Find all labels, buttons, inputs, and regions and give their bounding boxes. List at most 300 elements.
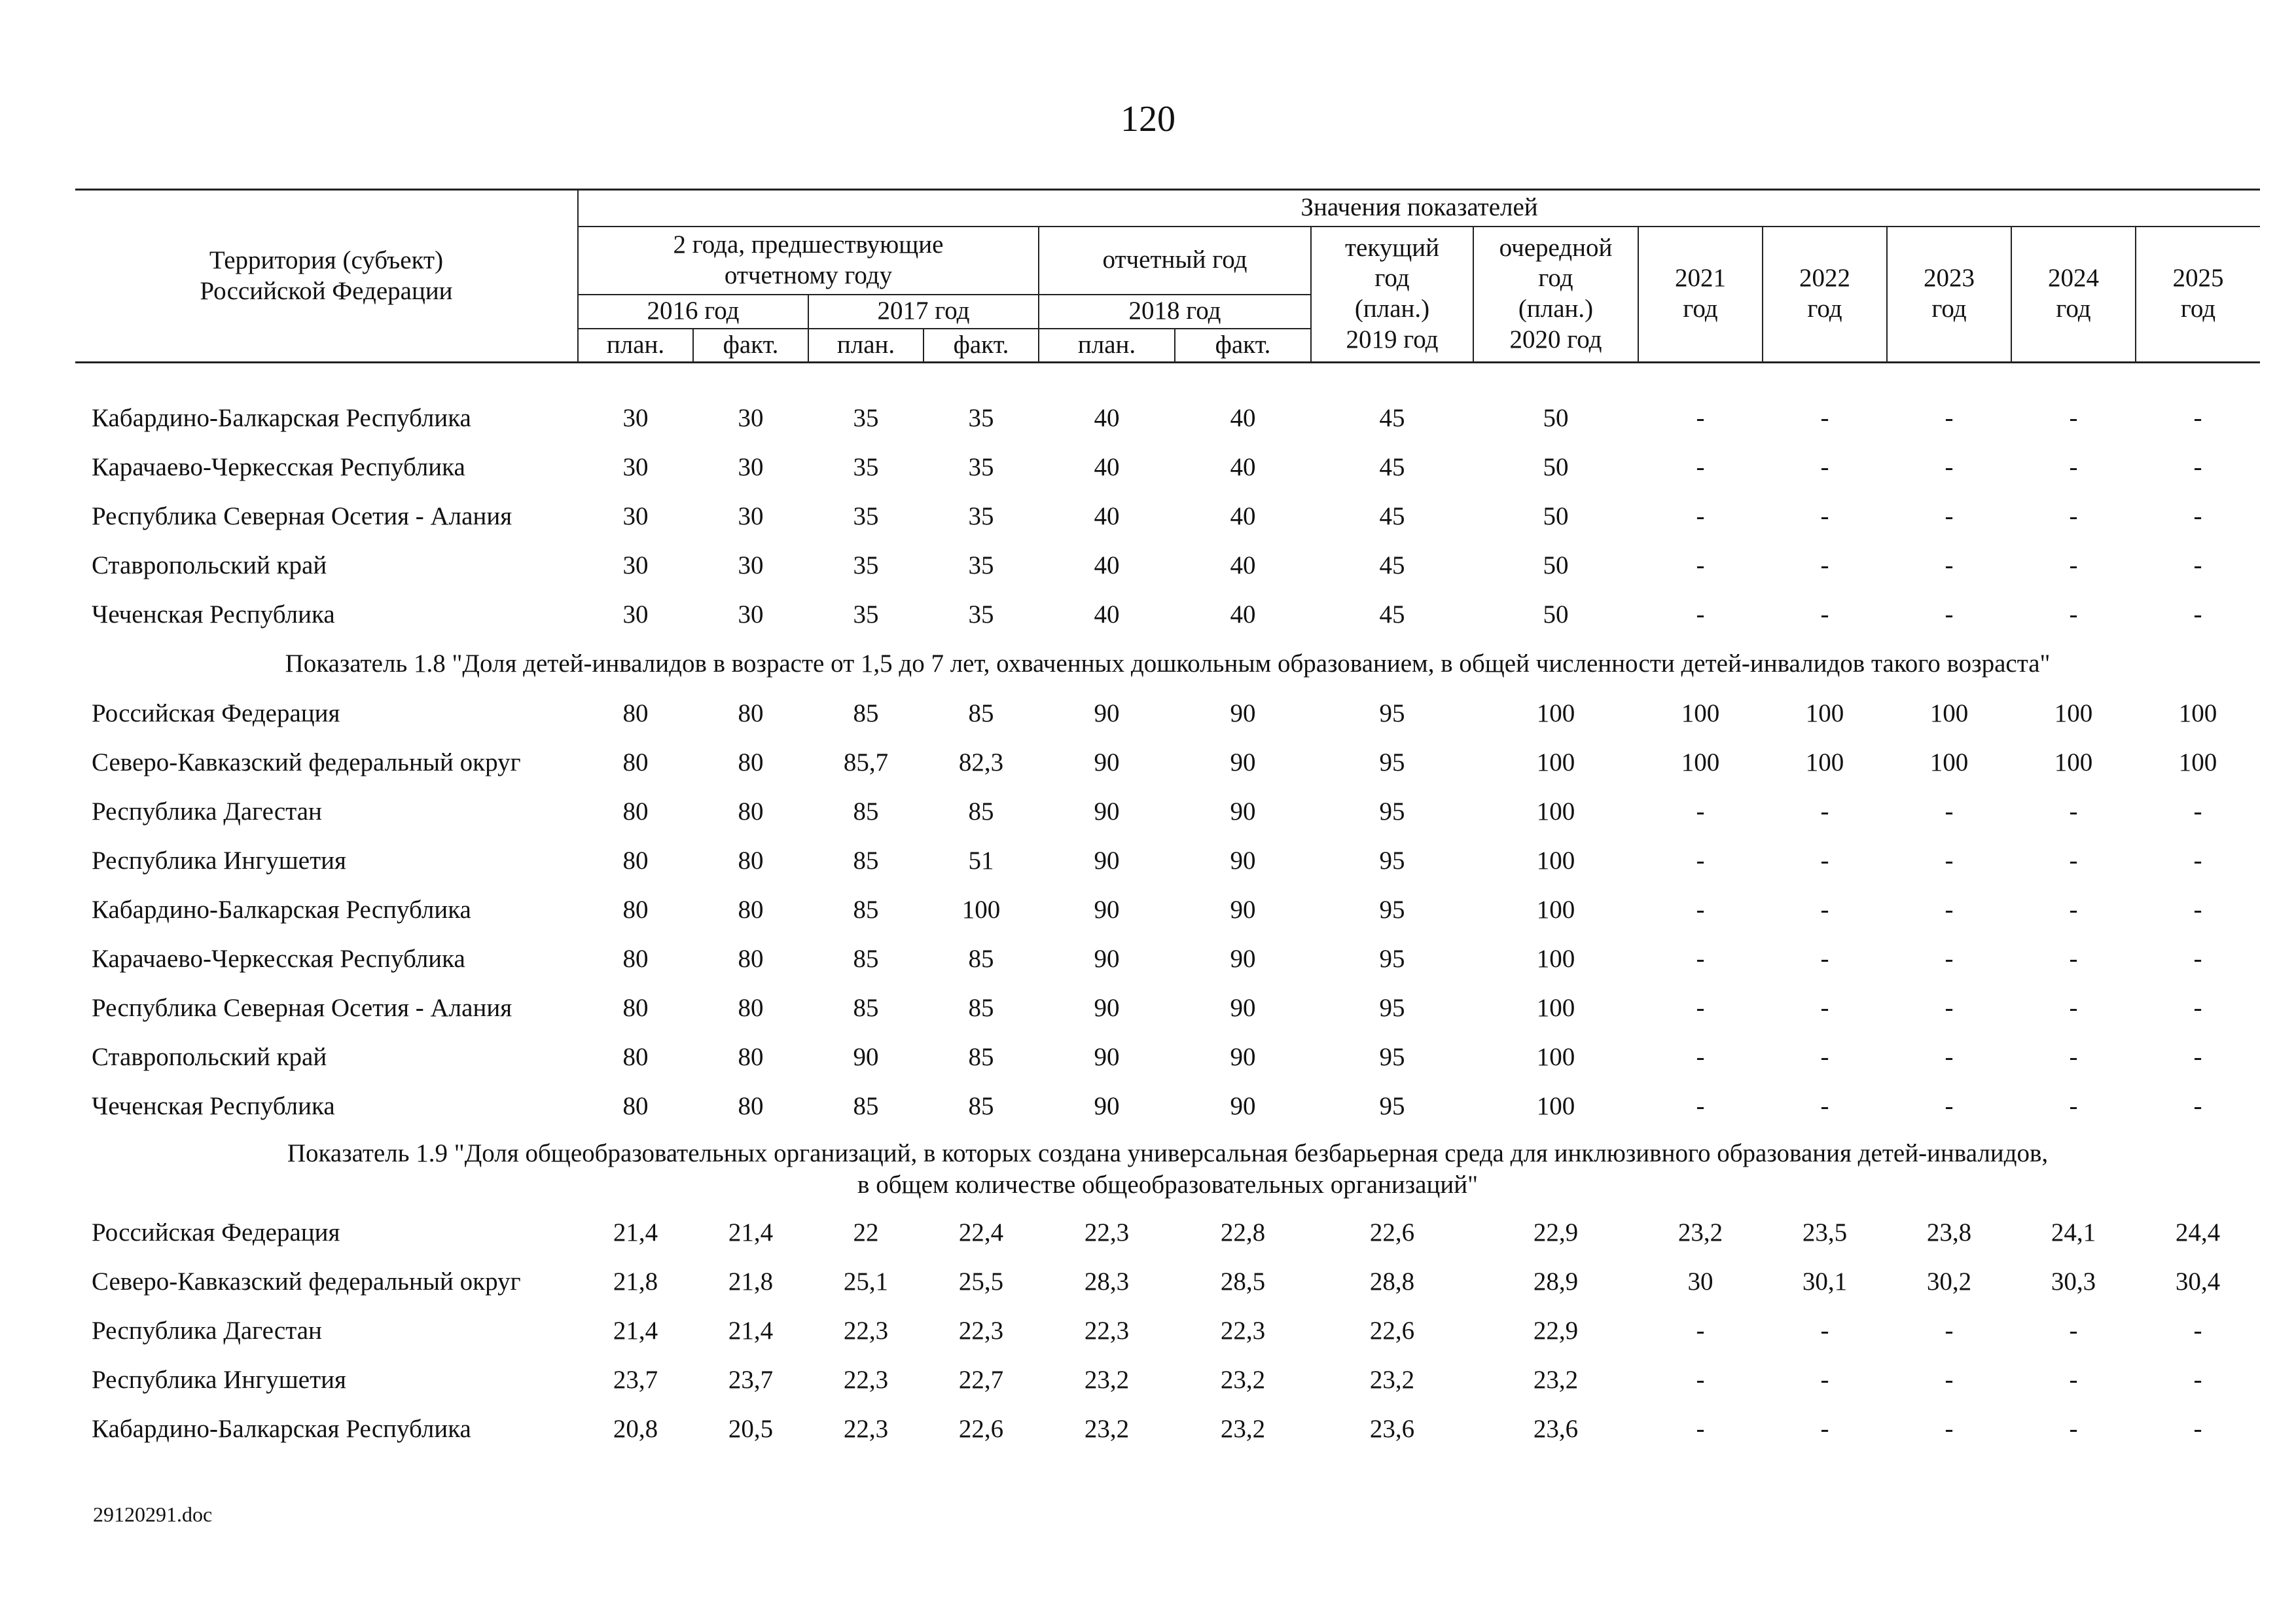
table-row bbox=[75, 1355, 2260, 1404]
region-name: Российская Федерация bbox=[92, 1218, 340, 1247]
value-cell: 23,5 bbox=[1802, 1218, 1848, 1247]
value-cell: 22,3 bbox=[1084, 1218, 1130, 1247]
year-2016-header: 2016 год bbox=[578, 295, 808, 329]
value-cell: 20,8 bbox=[613, 1415, 658, 1443]
value-cell: 80 bbox=[622, 994, 649, 1022]
value-cell: - bbox=[2069, 945, 2078, 973]
value-cell: - bbox=[1820, 453, 1829, 481]
table-row bbox=[75, 885, 2260, 934]
value-cell: 82,3 bbox=[958, 748, 1004, 776]
value-cell: 80 bbox=[738, 748, 764, 776]
year-2025-header: 2025 год bbox=[2136, 227, 2260, 363]
value-cell: 23,6 bbox=[1533, 1415, 1579, 1443]
value-cell: 90 bbox=[1230, 896, 1256, 924]
value-cell: - bbox=[1696, 502, 1705, 530]
report-year-header: отчетный год bbox=[1039, 227, 1311, 295]
value-cell: 35 bbox=[968, 551, 994, 579]
value-cell: 80 bbox=[738, 1092, 764, 1120]
value-cell: 80 bbox=[738, 945, 764, 973]
plan-2017-header: план. bbox=[808, 329, 924, 363]
value-cell: 85 bbox=[968, 797, 994, 826]
value-cell: 30,2 bbox=[1926, 1267, 1972, 1296]
current-year-header: текущий год (план.) 2019 год bbox=[1311, 227, 1473, 363]
value-cell: 23,2 bbox=[1220, 1366, 1266, 1394]
value-cell: 23,2 bbox=[1369, 1366, 1415, 1394]
value-cell: - bbox=[2069, 600, 2078, 629]
value-cell: 80 bbox=[622, 699, 649, 727]
indicator-row bbox=[75, 1131, 2260, 1208]
region-name: Республика Дагестан bbox=[92, 1317, 322, 1345]
value-cell: 100 bbox=[2054, 748, 2093, 776]
value-cell: - bbox=[1945, 797, 1954, 826]
value-cell: 100 bbox=[2178, 748, 2217, 776]
value-cell: 85 bbox=[853, 1092, 879, 1120]
value-cell: 90 bbox=[1230, 797, 1256, 826]
table-row bbox=[75, 1306, 2260, 1355]
value-cell: 80 bbox=[622, 748, 649, 776]
value-cell: 30 bbox=[622, 551, 649, 579]
year-2022-header: 2022 год bbox=[1763, 227, 1887, 363]
value-cell: 80 bbox=[738, 699, 764, 727]
value-cell: - bbox=[1696, 1366, 1705, 1394]
value-cell: - bbox=[1945, 1092, 1954, 1120]
fact-2016-header: факт. bbox=[693, 329, 808, 363]
value-cell: - bbox=[1945, 1366, 1954, 1394]
fact-2017-header: факт. bbox=[924, 329, 1039, 363]
value-cell: 23,8 bbox=[1926, 1218, 1972, 1247]
value-cell: 24,1 bbox=[2051, 1218, 2096, 1247]
value-cell: 100 bbox=[961, 896, 1001, 924]
value-cell: - bbox=[2193, 453, 2202, 481]
table-row bbox=[75, 393, 2260, 443]
value-cell: - bbox=[2069, 797, 2078, 826]
value-cell: 30,1 bbox=[1802, 1267, 1848, 1296]
value-cell: 30,3 bbox=[2051, 1267, 2096, 1296]
value-cell: 45 bbox=[1379, 453, 1405, 481]
value-cell: 22,6 bbox=[1369, 1218, 1415, 1247]
region-name: Республика Ингушетия bbox=[92, 847, 346, 875]
value-cell: 85 bbox=[968, 994, 994, 1022]
value-cell: 100 bbox=[1681, 748, 1720, 776]
value-cell: - bbox=[2069, 404, 2078, 432]
value-cell: 30 bbox=[1687, 1267, 1713, 1296]
value-cell: 22,9 bbox=[1533, 1218, 1579, 1247]
region-name: Чеченская Республика bbox=[92, 600, 335, 629]
year-2021-header: 2021 год bbox=[1638, 227, 1763, 363]
table-row bbox=[75, 1032, 2260, 1082]
value-cell: 100 bbox=[1536, 748, 1575, 776]
value-cell: 80 bbox=[622, 847, 649, 875]
value-cell: 95 bbox=[1379, 1092, 1405, 1120]
value-cell: 85 bbox=[853, 994, 879, 1022]
value-cell: 90 bbox=[1094, 699, 1120, 727]
value-cell: 23,2 bbox=[1677, 1218, 1723, 1247]
value-cell: 100 bbox=[1929, 748, 1969, 776]
value-cell: 100 bbox=[1536, 699, 1575, 727]
value-cell: 28,8 bbox=[1369, 1267, 1415, 1296]
value-cell: - bbox=[1945, 896, 1954, 924]
value-cell: 22,6 bbox=[1369, 1317, 1415, 1345]
value-cell: 95 bbox=[1379, 994, 1405, 1022]
indicator-title-line: Показатель 1.9 "Доля общеобразовательных организаций, в которых создана универсальная безбарьерная среда для инклюзивного образования детей-инвалидов, bbox=[287, 1139, 2049, 1168]
value-cell: 90 bbox=[1094, 1043, 1120, 1071]
value-cell: 35 bbox=[853, 551, 879, 579]
value-cell: - bbox=[2069, 551, 2078, 579]
value-cell: 50 bbox=[1543, 502, 1569, 530]
value-cell: - bbox=[1945, 945, 1954, 973]
value-cell: - bbox=[2193, 404, 2202, 432]
value-cell: 85 bbox=[853, 699, 879, 727]
value-cell: 80 bbox=[622, 896, 649, 924]
value-cell: - bbox=[1696, 896, 1705, 924]
value-cell: 85 bbox=[853, 847, 879, 875]
indicator-row bbox=[75, 639, 2260, 689]
value-cell: - bbox=[2193, 551, 2202, 579]
value-cell: - bbox=[1696, 453, 1705, 481]
plan-2018-header: план. bbox=[1039, 329, 1175, 363]
value-cell: 35 bbox=[853, 600, 879, 629]
value-cell: 40 bbox=[1094, 600, 1120, 629]
value-cell: 90 bbox=[1094, 748, 1120, 776]
value-cell: 30 bbox=[738, 404, 764, 432]
value-cell: 85 bbox=[853, 945, 879, 973]
plan-2016-header: план. bbox=[578, 329, 693, 363]
fact-2018-header: факт. bbox=[1175, 329, 1311, 363]
values-header: Значения показателей bbox=[578, 190, 2260, 227]
value-cell: - bbox=[1820, 600, 1829, 629]
value-cell: 22,3 bbox=[958, 1317, 1004, 1345]
indicator-title bbox=[75, 1131, 2260, 1208]
value-cell: - bbox=[1820, 551, 1829, 579]
table-row bbox=[75, 590, 2260, 639]
value-cell: 100 bbox=[1929, 699, 1969, 727]
value-cell: 90 bbox=[1230, 847, 1256, 875]
footer-filename: 29120291.doc bbox=[93, 1503, 213, 1526]
region-name: Ставропольский край bbox=[92, 551, 327, 579]
value-cell: 80 bbox=[738, 994, 764, 1022]
value-cell: 22,3 bbox=[843, 1366, 889, 1394]
value-cell: 22,9 bbox=[1533, 1317, 1579, 1345]
table-row bbox=[75, 541, 2260, 590]
value-cell: 21,4 bbox=[613, 1218, 658, 1247]
value-cell: 50 bbox=[1543, 404, 1569, 432]
value-cell: 50 bbox=[1543, 551, 1569, 579]
value-cell: - bbox=[1945, 994, 1954, 1022]
value-cell: - bbox=[1696, 404, 1705, 432]
value-cell: - bbox=[2069, 1043, 2078, 1071]
value-cell: 90 bbox=[1230, 699, 1256, 727]
value-cell: 90 bbox=[1094, 847, 1120, 875]
value-cell: - bbox=[1945, 847, 1954, 875]
value-cell: 85 bbox=[853, 896, 879, 924]
table-row bbox=[75, 492, 2260, 541]
region-name: Ставропольский край bbox=[92, 1043, 327, 1071]
table-row bbox=[75, 689, 2260, 738]
value-cell: - bbox=[1820, 1415, 1829, 1443]
value-cell: 45 bbox=[1379, 551, 1405, 579]
value-cell: - bbox=[1820, 945, 1829, 973]
value-cell: 21,4 bbox=[613, 1317, 658, 1345]
region-name: Российская Федерация bbox=[92, 699, 340, 727]
value-cell: - bbox=[2193, 945, 2202, 973]
value-cell: 80 bbox=[738, 896, 764, 924]
value-cell: 20,5 bbox=[728, 1415, 774, 1443]
value-cell: 35 bbox=[968, 404, 994, 432]
value-cell: 22,6 bbox=[958, 1415, 1004, 1443]
value-cell: 23,2 bbox=[1220, 1415, 1266, 1443]
value-cell: 50 bbox=[1543, 600, 1569, 629]
value-cell: 35 bbox=[853, 453, 879, 481]
value-cell: - bbox=[2069, 453, 2078, 481]
value-cell: 30,4 bbox=[2175, 1267, 2221, 1296]
value-cell: 95 bbox=[1379, 748, 1405, 776]
value-cell: - bbox=[2069, 994, 2078, 1022]
value-cell: 80 bbox=[622, 797, 649, 826]
value-cell: 21,8 bbox=[613, 1267, 658, 1296]
value-cell: - bbox=[2193, 994, 2202, 1022]
value-cell: - bbox=[2069, 1415, 2078, 1443]
region-name: Чеченская Республика bbox=[92, 1092, 335, 1120]
value-cell: 22,3 bbox=[1220, 1317, 1266, 1345]
table-row bbox=[75, 738, 2260, 787]
value-cell: - bbox=[2193, 1415, 2202, 1443]
value-cell: - bbox=[1820, 502, 1829, 530]
value-cell: 22 bbox=[853, 1218, 879, 1247]
value-cell: - bbox=[1820, 1092, 1829, 1120]
region-name: Республика Северная Осетия - Алания bbox=[92, 502, 512, 530]
value-cell: 85 bbox=[968, 699, 994, 727]
value-cell: - bbox=[1945, 551, 1954, 579]
value-cell: - bbox=[2193, 600, 2202, 629]
value-cell: 40 bbox=[1230, 453, 1256, 481]
value-cell: 100 bbox=[1536, 994, 1575, 1022]
value-cell: 90 bbox=[1230, 994, 1256, 1022]
table-body bbox=[75, 363, 2260, 1454]
value-cell: 21,4 bbox=[728, 1218, 774, 1247]
value-cell: - bbox=[1820, 896, 1829, 924]
region-name: Карачаево-Черкесская Республика bbox=[92, 453, 465, 481]
value-cell: - bbox=[1945, 1043, 1954, 1071]
value-cell: 30 bbox=[622, 453, 649, 481]
table-row bbox=[75, 1082, 2260, 1131]
value-cell: 21,4 bbox=[728, 1317, 774, 1345]
value-cell: 80 bbox=[738, 797, 764, 826]
value-cell: - bbox=[1820, 847, 1829, 875]
table-row bbox=[75, 983, 2260, 1032]
spacer-row bbox=[75, 363, 2260, 394]
value-cell: 22,3 bbox=[843, 1317, 889, 1345]
page-number: 120 bbox=[1121, 99, 1175, 139]
value-cell: - bbox=[1945, 502, 1954, 530]
value-cell: 80 bbox=[738, 847, 764, 875]
table-row bbox=[75, 443, 2260, 492]
value-cell: 22,7 bbox=[958, 1366, 1004, 1394]
value-cell: - bbox=[2193, 797, 2202, 826]
value-cell: 30 bbox=[738, 453, 764, 481]
value-cell: 23,6 bbox=[1369, 1415, 1415, 1443]
value-cell: 90 bbox=[1094, 797, 1120, 826]
value-cell: 95 bbox=[1379, 699, 1405, 727]
indicator-title bbox=[75, 639, 2260, 689]
region-name: Кабардино-Балкарская Республика bbox=[92, 1415, 471, 1443]
value-cell: 40 bbox=[1230, 600, 1256, 629]
value-cell: - bbox=[2193, 1043, 2202, 1071]
table-row bbox=[75, 787, 2260, 836]
value-cell: - bbox=[1945, 600, 1954, 629]
value-cell: 24,4 bbox=[2175, 1218, 2221, 1247]
value-cell: 100 bbox=[2054, 699, 2093, 727]
value-cell: 40 bbox=[1094, 404, 1120, 432]
value-cell: 35 bbox=[853, 404, 879, 432]
indicators-table bbox=[75, 189, 2260, 1453]
value-cell: 80 bbox=[622, 945, 649, 973]
value-cell: 100 bbox=[1536, 1043, 1575, 1071]
table-row bbox=[75, 836, 2260, 885]
value-cell: - bbox=[1696, 600, 1705, 629]
value-cell: - bbox=[2193, 1317, 2202, 1345]
value-cell: 30 bbox=[738, 502, 764, 530]
value-cell: - bbox=[1945, 404, 1954, 432]
table-row bbox=[75, 1208, 2260, 1257]
value-cell: - bbox=[2193, 847, 2202, 875]
value-cell: 23,2 bbox=[1533, 1366, 1579, 1394]
value-cell: - bbox=[2193, 1366, 2202, 1394]
value-cell: 95 bbox=[1379, 847, 1405, 875]
value-cell: 100 bbox=[1805, 748, 1844, 776]
value-cell: 21,8 bbox=[728, 1267, 774, 1296]
value-cell: 30 bbox=[738, 600, 764, 629]
value-cell: 40 bbox=[1230, 551, 1256, 579]
value-cell: - bbox=[2069, 896, 2078, 924]
year-2023-header: 2023 год bbox=[1887, 227, 2011, 363]
table-header bbox=[75, 190, 2260, 363]
value-cell: 80 bbox=[738, 1043, 764, 1071]
region-name: Кабардино-Балкарская Республика bbox=[92, 404, 471, 432]
value-cell: - bbox=[1696, 994, 1705, 1022]
value-cell: 40 bbox=[1094, 551, 1120, 579]
value-cell: - bbox=[2069, 1366, 2078, 1394]
region-name: Кабардино-Балкарская Республика bbox=[92, 896, 471, 924]
value-cell: 90 bbox=[1230, 1092, 1256, 1120]
value-cell: 40 bbox=[1094, 453, 1120, 481]
next-year-header: очередной год (план.) 2020 год bbox=[1473, 227, 1638, 363]
value-cell: 30 bbox=[738, 551, 764, 579]
value-cell: 22,8 bbox=[1220, 1218, 1266, 1247]
table-row bbox=[75, 1257, 2260, 1306]
value-cell: 23,2 bbox=[1084, 1366, 1130, 1394]
value-cell: 85,7 bbox=[843, 748, 889, 776]
region-name: Северо-Кавказский федеральный округ bbox=[92, 1267, 521, 1296]
table-row bbox=[75, 934, 2260, 983]
value-cell: - bbox=[2193, 502, 2202, 530]
value-cell: 95 bbox=[1379, 945, 1405, 973]
indicator-title-line: в общем количестве общеобразовательных организаций" bbox=[857, 1171, 1479, 1199]
value-cell: 25,1 bbox=[843, 1267, 889, 1296]
value-cell: - bbox=[2069, 847, 2078, 875]
table-row bbox=[75, 1404, 2260, 1453]
value-cell: 23,7 bbox=[728, 1366, 774, 1394]
value-cell: - bbox=[1820, 1366, 1829, 1394]
value-cell: 30 bbox=[622, 600, 649, 629]
value-cell: 30 bbox=[622, 404, 649, 432]
indicator-title-line: Показатель 1.8 "Доля детей-инвалидов в возрасте от 1,5 до 7 лет, охваченных дошкольным образованием, в общей численности детей-инвалидов такого возраста" bbox=[285, 649, 2051, 678]
value-cell: 90 bbox=[1094, 1092, 1120, 1120]
value-cell: 23,7 bbox=[613, 1366, 658, 1394]
value-cell: - bbox=[1696, 1043, 1705, 1071]
value-cell: 90 bbox=[1230, 945, 1256, 973]
value-cell: 90 bbox=[1230, 748, 1256, 776]
value-cell: 85 bbox=[853, 797, 879, 826]
value-cell: - bbox=[2069, 1092, 2078, 1120]
value-cell: 28,5 bbox=[1220, 1267, 1266, 1296]
value-cell: 28,3 bbox=[1084, 1267, 1130, 1296]
value-cell: - bbox=[1820, 797, 1829, 826]
value-cell: 35 bbox=[968, 600, 994, 629]
value-cell: - bbox=[2069, 502, 2078, 530]
value-cell: 80 bbox=[622, 1043, 649, 1071]
value-cell: 40 bbox=[1230, 502, 1256, 530]
value-cell: - bbox=[2069, 1317, 2078, 1345]
value-cell: - bbox=[1696, 1415, 1705, 1443]
value-cell: 23,2 bbox=[1084, 1415, 1130, 1443]
value-cell: 51 bbox=[968, 847, 994, 875]
prev-two-years-header: 2 года, предшествующие отчетному году bbox=[578, 227, 1039, 295]
value-cell: 25,5 bbox=[958, 1267, 1004, 1296]
value-cell: 80 bbox=[622, 1092, 649, 1120]
value-cell: 30 bbox=[622, 502, 649, 530]
value-cell: 22,3 bbox=[1084, 1317, 1130, 1345]
value-cell: 90 bbox=[853, 1043, 879, 1071]
value-cell: 85 bbox=[968, 1092, 994, 1120]
value-cell: 40 bbox=[1230, 404, 1256, 432]
value-cell: 35 bbox=[853, 502, 879, 530]
value-cell: - bbox=[1696, 797, 1705, 826]
value-cell: - bbox=[2193, 1092, 2202, 1120]
value-cell: 45 bbox=[1379, 600, 1405, 629]
value-cell: 85 bbox=[968, 1043, 994, 1071]
value-cell: - bbox=[1820, 994, 1829, 1022]
region-name: Северо-Кавказский федеральный округ bbox=[92, 748, 521, 776]
value-cell: - bbox=[1696, 551, 1705, 579]
value-cell: - bbox=[1945, 453, 1954, 481]
value-cell: 100 bbox=[1536, 945, 1575, 973]
value-cell: 22,4 bbox=[958, 1218, 1004, 1247]
value-cell: - bbox=[1696, 945, 1705, 973]
region-name: Республика Ингушетия bbox=[92, 1366, 346, 1394]
value-cell: - bbox=[1696, 847, 1705, 875]
value-cell: - bbox=[1820, 1043, 1829, 1071]
value-cell: 95 bbox=[1379, 896, 1405, 924]
value-cell: - bbox=[1820, 1317, 1829, 1345]
value-cell: 45 bbox=[1379, 404, 1405, 432]
value-cell: 50 bbox=[1543, 453, 1569, 481]
value-cell: 100 bbox=[1536, 896, 1575, 924]
value-cell: 100 bbox=[1805, 699, 1844, 727]
value-cell: 100 bbox=[2178, 699, 2217, 727]
region-name: Карачаево-Черкесская Республика bbox=[92, 945, 465, 973]
value-cell: 22,3 bbox=[843, 1415, 889, 1443]
value-cell: 95 bbox=[1379, 1043, 1405, 1071]
year-2017-header: 2017 год bbox=[808, 295, 1039, 329]
region-name: Республика Северная Осетия - Алания bbox=[92, 994, 512, 1022]
value-cell: 45 bbox=[1379, 502, 1405, 530]
value-cell: - bbox=[1696, 1092, 1705, 1120]
value-cell: 90 bbox=[1094, 994, 1120, 1022]
value-cell: - bbox=[2193, 896, 2202, 924]
value-cell: - bbox=[1945, 1415, 1954, 1443]
value-cell: 35 bbox=[968, 502, 994, 530]
value-cell: 28,9 bbox=[1533, 1267, 1579, 1296]
